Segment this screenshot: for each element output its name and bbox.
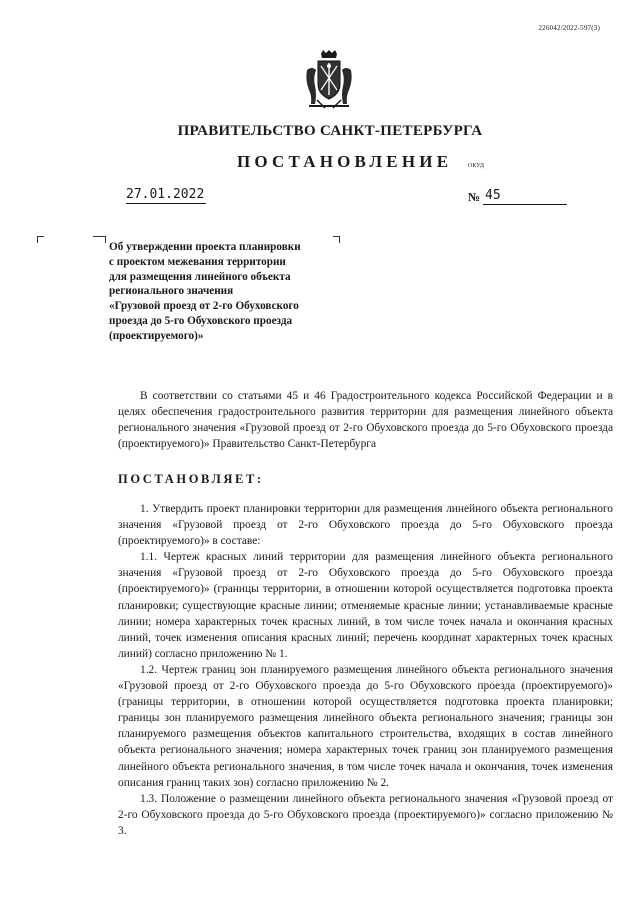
okud-label: ОКУД <box>468 163 484 169</box>
subject-line: для размещения линейного объекта <box>109 270 291 283</box>
coat-of-arms-emblem <box>303 50 355 110</box>
preamble-paragraph <box>118 388 613 452</box>
resolution-item: 1.1. Чертеж красных линий территории для размещения линейного объекта регионального значения «Грузовой проезд от 2-го Обуховского проезда до 5-го Обуховского проезда (проектируемого)» (границы территории, в отношении которой осуществляется подготовка проекта планировки; существующие красные линии; отменяемые красные линии; устанавливаемые красные линии; номера характерных точек красных линий, в том числе точек начала и окончания красных линий, точек изменения описания красных линий; перечень координат характерных точек красных линий) согласно приложению № 1. <box>118 551 613 660</box>
subject-line: с проектом межевания территории <box>109 255 286 268</box>
preamble-text: В соответствии со статьями 45 и 46 Градостроительного кодекса Российской Федерации и в целях обеспечения градостроительного развития территории для размещения линейного объекта регионального значения «Грузовой проезд от 2-го Обуховского проезда до 5-го Обуховского проезда (проектируемого)» Правительство Санкт-Петербурга <box>118 390 613 451</box>
document-registration-number: 226042/2022-597(3) <box>538 24 600 32</box>
document-type-heading: ПОСТАНОВЛЕНИЕ <box>237 152 453 171</box>
subject-line: проезда до 5-го Обуховского проезда <box>109 314 293 327</box>
resolution-items <box>118 501 613 839</box>
subject-line: регионального значения <box>109 285 234 298</box>
document-subject <box>109 240 339 344</box>
document-number: 45 <box>483 188 567 205</box>
resolution-item: 1.2. Чертеж границ зон планируемого размещения линейного объекта регионального значения «Грузовой проезд от 2-го Обуховского проезда до 5-го Обуховского проезда (проектируемого)» (границы территории, в отношении которой осуществляется подготовка проекта планировки; границы зон планируемого размещения линейного объекта регионального значения; границы зон планируемого размещения объектов капитального строительства, входящих в состав линейного объекта регионального значения; номера характерных точек границ зон планируемого размещения линейного объекта регионального значения, в том числе точек начала и окончания, точек изменения описания границ таких зон) согласно приложению № 2. <box>118 663 613 789</box>
number-sign: № <box>468 190 481 204</box>
resolves-heading: ПОСТАНОВЛЯЕТ: <box>118 472 264 486</box>
resolution-item: 1. Утвердить проект планировки территории для размещения линейного объекта регионального значения «Грузовой проезд от 2-го Обуховского проезда до 5-го Обуховского проезда (проектируемого)» в составе: <box>118 503 613 548</box>
document-number-field <box>468 188 501 205</box>
resolution-item: 1.3. Положение о размещении линейного объекта регионального значения «Грузовой проезд от 2-го Обуховского проезда до 5-го Обуховского проезда (проектируемого)» согласно приложению № 3. <box>118 792 613 837</box>
bracket-corner-left <box>93 236 106 243</box>
government-title: ПРАВИТЕЛЬСТВО САНКТ-ПЕТЕРБУРГА <box>177 123 483 139</box>
subject-line: (проектируемого)» <box>109 329 204 342</box>
subject-line: Об утверждении проекта планировки <box>109 241 301 253</box>
document-date: 27.01.2022 <box>126 187 205 202</box>
bracket-corner-outer <box>37 236 44 243</box>
subject-line: «Грузовой проезд от 2-го Обуховского <box>109 300 299 313</box>
